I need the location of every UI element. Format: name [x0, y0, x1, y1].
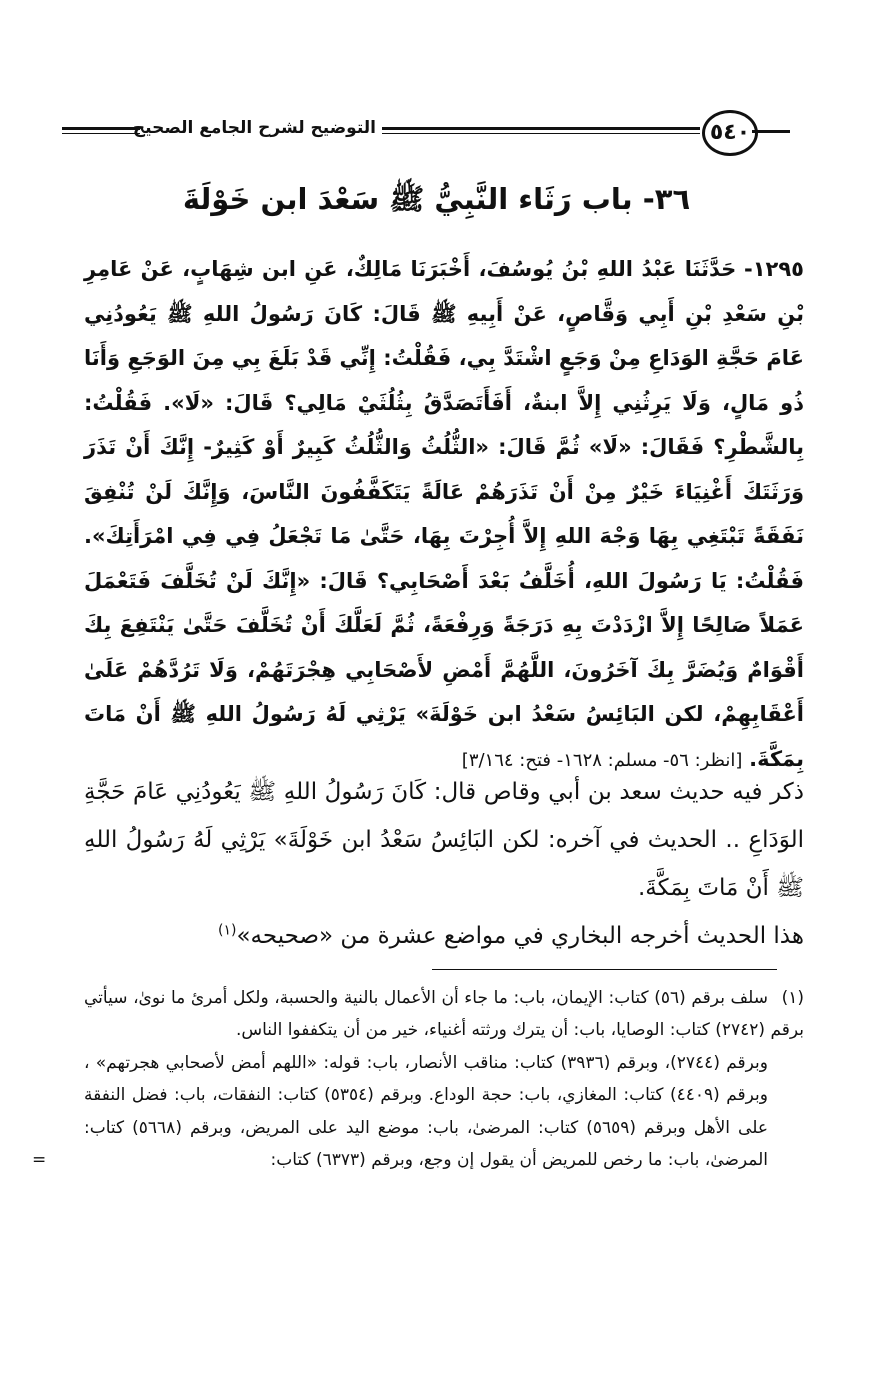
footnote-separator: [432, 969, 777, 970]
hadith-number: ١٢٩٥-: [744, 257, 804, 281]
header-rule-right: [752, 130, 790, 133]
commentary-paragraph-2: [84, 912, 804, 960]
running-title: التوضيح لشرح الجامع الصحيح: [132, 118, 376, 138]
footnote-marker: (١): [218, 922, 237, 939]
footnote-line-2: [84, 1047, 768, 1177]
footnotes-block: [32, 982, 805, 1176]
page-header: [62, 110, 790, 156]
page-number: ٥٤٠: [702, 110, 758, 156]
chapter-heading: ٣٦- باب رَثَاء النَّبِيُّ ﷺ سَعْدَ ابن خَوْلَةَ: [182, 182, 691, 216]
hadith-reference: [انظر: ٥٦- مسلم: ١٦٢٨- فتح: ٣/١٦٤]: [461, 749, 743, 771]
continuation-mark: =: [32, 1150, 47, 1171]
header-rule-middle: [382, 127, 700, 134]
footnote-number: (١): [781, 988, 805, 1008]
header-rule-left: [62, 127, 140, 134]
footnote-line-1: [84, 982, 804, 1047]
commentary-block: [84, 768, 804, 960]
footnote-text-1: سلف برقم (٥٦) كتاب: الإيمان، باب: ما جاء أن الأعمال بالنية والحسبة، ولكل أمرئ ما نوىٰ، سيأتي برقم (٢٧٤٢) كتاب: الوصايا، باب: أن يترك ورثته أغنياء، خير من أن يتكففوا الناس.: [84, 988, 804, 1041]
hadith-text-block: [84, 247, 804, 783]
commentary-paragraph-2-text: هذا الحديث أخرجه البخاري في مواضع عشرة من «صحيحه»: [236, 923, 804, 949]
commentary-paragraph-1: ذكر فيه حديث سعد بن أبي وقاص قال: كَانَ رَسُولُ اللهِ ﷺ يَعُودُنِي عَامَ حَجَّةِ الوَدَاعِ .. الحديث في آخره: لكن البَائِسُ سَعْدُ ابن خَوْلَةَ» يَرْثِي لَهُ رَسُولُ اللهِ ﷺ أَنْ مَاتَ بِمَكَّةَ.: [84, 779, 804, 901]
hadith-body: حَدَّثَنَا عَبْدُ اللهِ بْنُ يُوسُفَ، أَخْبَرَنَا مَالِكٌ، عَنِ ابن شِهَابٍ، عَنْ عَامِرِ بْنِ سَعْدِ بْنِ أَبِي وَقَّاصٍ، عَنْ أَبِيهِ ﷺ قَالَ: كَانَ رَسُولُ اللهِ ﷺ يَعُودُنِي عَامَ حَجَّةِ الوَدَاعِ مِنْ وَجَعٍ اشْتَدَّ بِي، فَقُلْتُ: إِنِّي قَدْ بَلَغَ بِي مِنَ الوَجَعِ وَأَنَا ذُو مَالٍ، وَلَا يَرِثُنِي إِلاَّ ابنةٌ، أَفَأَتَصَدَّقُ بِثُلُثَيْ مَالِي؟ قَالَ: «لَا». فَقُلْتُ: بِالشَّطْرِ؟ فَقَالَ: «لَا» ثُمَّ قَالَ: «الثُّلُثُ وَالثُّلُثُ كَبِيرٌ أَوْ كَثِيرٌ- إِنَّكَ أَنْ تَذَرَ وَرَثَتَكَ أَغْنِيَاءَ خَيْرٌ مِنْ أَنْ تَذَرَهُمْ عَالَةً يَتَكَفَّفُونَ النَّاسَ، وَإِنَّكَ لَنْ تُنْفِقَ نَفَقَةً تَبْتَغِي بِهَا وَجْهَ اللهِ إِلاَّ أُجِرْتَ بِهَا، حَتَّىٰ مَا تَجْعَلُ فِي فِي امْرَأَتِكَ». فَقُلْتُ: يَا رَسُولَ اللهِ، أُخَلَّفُ بَعْدَ أَصْحَابِي؟ قَالَ: «إِنَّكَ لَنْ تُخَلَّفَ فَتَعْمَلَ عَمَلاً صَالِحًا إِلاَّ ازْدَدْتَ بِهِ دَرَجَةً وَرِفْعَةً، ثُمَّ لَعَلَّكَ أَنْ تُخَلَّفَ حَتَّىٰ يَنْتَفِعَ بِكَ أَقْوَامٌ وَيُضَرَّ بِكَ آخَرُونَ، اللَّهُمَّ أَمْضِ لأَصْحَابِي هِجْرَتَهُمْ، وَلَا تَرُدَّهُمْ عَلَىٰ أَعْقَابِهِمْ، لكن البَائِسُ سَعْدُ ابن خَوْلَةَ» يَرْثِي لَهُ رَسُولُ اللهِ ﷺ أَنْ مَاتَ بِمَكَّةَ.: [84, 257, 804, 771]
footnote-text-2: وبرقم (٢٧٤٤)، وبرقم (٣٩٣٦) كتاب: مناقب الأنصار، باب: قوله: «اللهم أمض لأصحابي هجرتهم» ، وبرقم (٤٤٠٩) كتاب: المغازي، باب: حجة الوداع. وبرقم (٥٣٥٤) كتاب: النفقات، باب: فضل النفقة على الأهل وبرقم (٥٦٥٩) كتاب: المرضىٰ، باب: موضع اليد على المريض، وبرقم (٥٦٦٨) كتاب: المرضىٰ، باب: ما رخص للمريض أن يقول إن وجع، وبرقم (٦٣٧٣) كتاب:: [84, 1052, 768, 1171]
